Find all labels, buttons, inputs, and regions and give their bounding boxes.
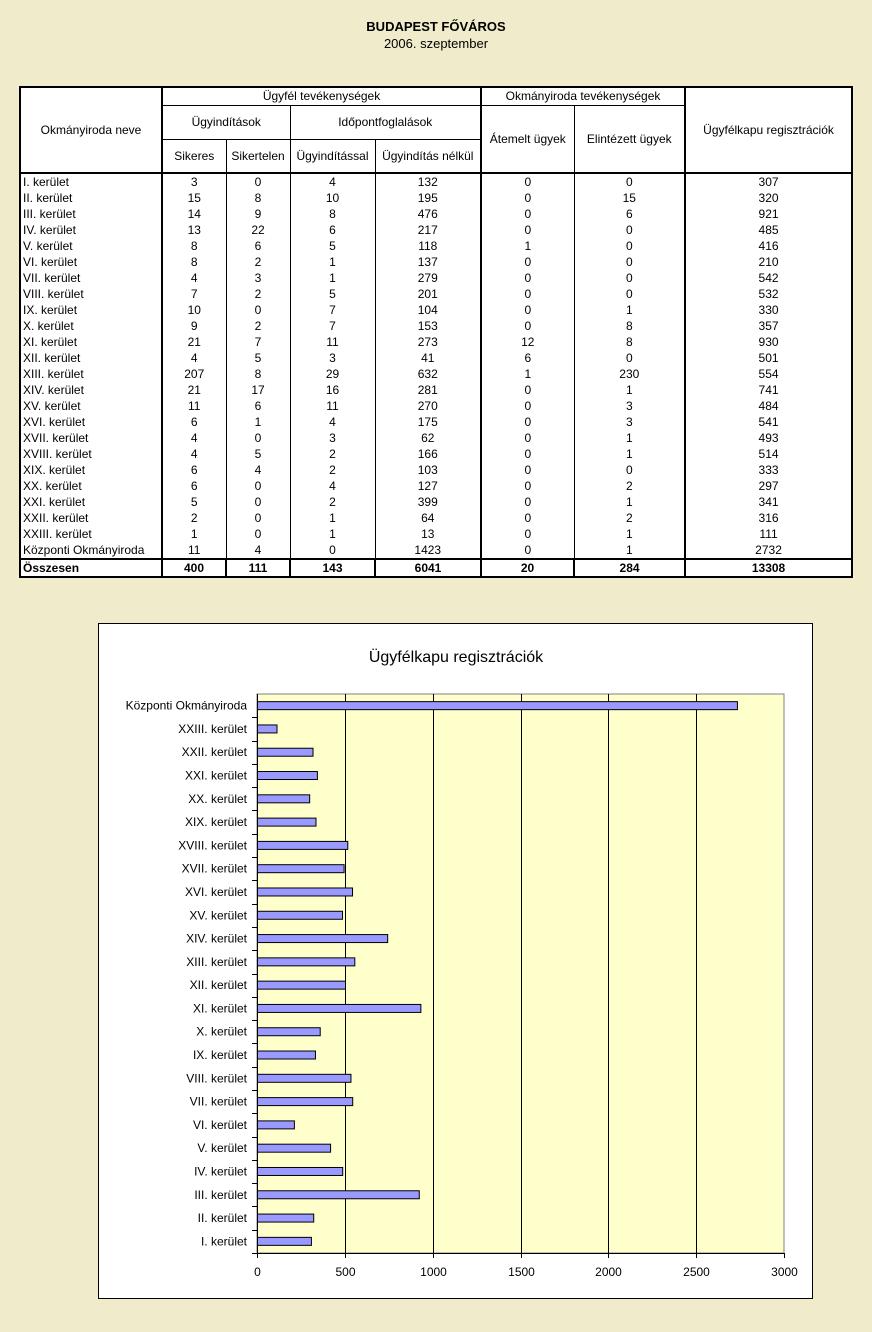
cell-with-init: 10: [290, 190, 375, 206]
cell-transferred: 0: [481, 382, 574, 398]
cell-completed: 6: [574, 206, 685, 222]
cell-with-init: 5: [290, 238, 375, 254]
cell-completed: 2: [574, 510, 685, 526]
cell-transferred: 0: [481, 478, 574, 494]
cell-success: 4: [162, 350, 226, 366]
cell-portal: 501: [685, 350, 852, 366]
cell-success: 15: [162, 190, 226, 206]
table-row: [20, 462, 852, 478]
cell-completed: 0: [574, 238, 685, 254]
cell-fail: 5: [226, 350, 290, 366]
cell-transferred: 6: [481, 350, 574, 366]
bar: [258, 935, 388, 943]
bar: [258, 1121, 295, 1129]
cell-success: 13: [162, 222, 226, 238]
cell-with-init: 3: [290, 350, 375, 366]
header-office-activities: Okmányiroda tevékenységek: [481, 87, 685, 105]
cell-transferred: 0: [481, 446, 574, 462]
cell-without-init: 279: [375, 270, 481, 286]
cell-name: VII. kerület: [20, 270, 162, 286]
x-tick-label: 3000: [771, 1265, 798, 1279]
bar-chart: [99, 624, 814, 1300]
cell-portal: 921: [685, 206, 852, 222]
header-success: Sikeres: [162, 139, 226, 173]
table-row: [20, 398, 852, 414]
cell-success: 8: [162, 238, 226, 254]
cell-fail: 0: [226, 526, 290, 542]
cell-completed: 0: [574, 173, 685, 190]
header-bookings: Időpontfoglalások: [290, 105, 481, 139]
y-category-label: XVII. kerület: [181, 861, 247, 876]
y-category-label: IX. kerület: [192, 1048, 247, 1063]
cell-transferred: 1: [481, 366, 574, 382]
table-row: [20, 222, 852, 238]
x-tick-label: 2500: [683, 1265, 710, 1279]
table-row: [20, 238, 852, 254]
cell-completed: 0: [574, 350, 685, 366]
cell-transferred: 0: [481, 462, 574, 478]
cell-transferred: 0: [481, 254, 574, 270]
cell-portal: 320: [685, 190, 852, 206]
cell-portal: 930: [685, 334, 852, 350]
header-completed: Elintézett ügyek: [574, 105, 685, 173]
y-category-label: X. kerület: [196, 1024, 247, 1039]
bar: [258, 911, 343, 919]
cell-completed: 3: [574, 398, 685, 414]
table-body: [20, 173, 852, 577]
table-row: [20, 446, 852, 462]
cell-success: 4: [162, 446, 226, 462]
bar: [258, 865, 345, 873]
cell-with-init: 29: [290, 366, 375, 382]
cell-fail: 2: [226, 254, 290, 270]
cell-with-init: 11: [290, 334, 375, 350]
cell-success: 9: [162, 318, 226, 334]
cell-with-init: 11: [290, 398, 375, 414]
cell-name: Központi Okmányiroda: [20, 542, 162, 559]
cell-name: XX. kerület: [20, 478, 162, 494]
cell-with-init: 16: [290, 382, 375, 398]
cell-fail: 17: [226, 382, 290, 398]
cell-portal: 741: [685, 382, 852, 398]
cell-without-init: 195: [375, 190, 481, 206]
cell-without-init: 13: [375, 526, 481, 542]
table-total-row: [20, 559, 852, 577]
cell-fail: 22: [226, 222, 290, 238]
table-row: [20, 526, 852, 542]
table-row: [20, 270, 852, 286]
table-row: [20, 318, 852, 334]
cell-portal: 416: [685, 238, 852, 254]
bar: [258, 1051, 316, 1059]
bar: [258, 1098, 353, 1106]
cell-with-init: 4: [290, 173, 375, 190]
cell-completed: 1: [574, 302, 685, 318]
cell-completed: 1: [574, 494, 685, 510]
cell-portal: 554: [685, 366, 852, 382]
table-row: [20, 206, 852, 222]
bar: [258, 1144, 331, 1152]
y-category-label: XX. kerület: [188, 791, 247, 806]
cell-success: 11: [162, 398, 226, 414]
x-tick-label: 1500: [508, 1265, 535, 1279]
cell-fail: 2: [226, 318, 290, 334]
cell-fail: 7: [226, 334, 290, 350]
cell-name: XV. kerület: [20, 398, 162, 414]
registrations-table: [19, 86, 853, 578]
cell-transferred: 0: [481, 190, 574, 206]
cell-without-init: 217: [375, 222, 481, 238]
table-row: [20, 286, 852, 302]
cell-name: VIII. kerület: [20, 286, 162, 302]
y-category-label: XIV. kerület: [186, 931, 247, 946]
cell-transferred: 0: [481, 510, 574, 526]
cell-without-init: 41: [375, 350, 481, 366]
cell-without-init: 273: [375, 334, 481, 350]
y-category-label: VIII. kerület: [186, 1071, 247, 1086]
page-title: BUDAPEST FŐVÁROS: [366, 19, 506, 34]
y-category-label: Központi Okmányiroda: [125, 698, 247, 713]
cell-without-init: 175: [375, 414, 481, 430]
cell-completed: 0: [574, 462, 685, 478]
cell-without-init: 201: [375, 286, 481, 302]
x-tick-label: 2000: [595, 1265, 622, 1279]
cell-transferred: 0: [481, 398, 574, 414]
cell-portal: 333: [685, 462, 852, 478]
cell-transferred: 0: [481, 206, 574, 222]
table-row: [20, 542, 852, 559]
bar: [258, 1167, 343, 1175]
total-cell-completed: 284: [574, 559, 685, 577]
cell-completed: 8: [574, 318, 685, 334]
chart-container: [98, 623, 813, 1299]
cell-success: 11: [162, 542, 226, 559]
cell-success: 6: [162, 478, 226, 494]
cell-fail: 8: [226, 366, 290, 382]
cell-name: II. kerület: [20, 190, 162, 206]
cell-with-init: 6: [290, 222, 375, 238]
cell-without-init: 476: [375, 206, 481, 222]
header-client-activities: Ügyfél tevékenységek: [162, 87, 481, 105]
cell-transferred: 0: [481, 270, 574, 286]
table-row: [20, 350, 852, 366]
cell-name: XXIII. kerület: [20, 526, 162, 542]
cell-with-init: 1: [290, 526, 375, 542]
cell-with-init: 2: [290, 446, 375, 462]
cell-completed: 1: [574, 526, 685, 542]
cell-transferred: 0: [481, 222, 574, 238]
cell-success: 7: [162, 286, 226, 302]
y-category-label: VI. kerület: [192, 1117, 247, 1132]
cell-name: XIII. kerület: [20, 366, 162, 382]
cell-name: X. kerület: [20, 318, 162, 334]
header-transferred: Átemelt ügyek: [481, 105, 574, 173]
bar: [258, 1214, 314, 1222]
y-category-label: I. kerület: [200, 1234, 247, 1249]
cell-completed: 0: [574, 222, 685, 238]
table-row: [20, 382, 852, 398]
cell-name: XXII. kerület: [20, 510, 162, 526]
cell-completed: 2: [574, 478, 685, 494]
cell-transferred: 0: [481, 542, 574, 559]
cell-with-init: 4: [290, 414, 375, 430]
cell-fail: 0: [226, 494, 290, 510]
cell-transferred: 0: [481, 430, 574, 446]
y-category-label: XXI. kerület: [184, 768, 247, 783]
bar: [258, 772, 318, 780]
bar: [258, 1237, 312, 1245]
cell-transferred: 12: [481, 334, 574, 350]
cell-portal: 210: [685, 254, 852, 270]
cell-with-init: 1: [290, 270, 375, 286]
bar: [258, 702, 738, 710]
cell-fail: 3: [226, 270, 290, 286]
y-category-label: XXII. kerület: [181, 745, 247, 760]
table-row: [20, 430, 852, 446]
cell-success: 4: [162, 430, 226, 446]
cell-with-init: 8: [290, 206, 375, 222]
cell-completed: 0: [574, 254, 685, 270]
cell-portal: 341: [685, 494, 852, 510]
bar: [258, 725, 277, 733]
cell-success: 21: [162, 334, 226, 350]
table-row: [20, 366, 852, 382]
cell-fail: 0: [226, 302, 290, 318]
cell-completed: 1: [574, 382, 685, 398]
cell-success: 3: [162, 173, 226, 190]
cell-portal: 514: [685, 446, 852, 462]
total-cell-success: 400: [162, 559, 226, 577]
cell-completed: 1: [574, 430, 685, 446]
cell-completed: 8: [574, 334, 685, 350]
y-category-label: XXIII. kerület: [178, 721, 247, 736]
cell-without-init: 137: [375, 254, 481, 270]
total-cell-portal: 13308: [685, 559, 852, 577]
cell-without-init: 270: [375, 398, 481, 414]
cell-completed: 3: [574, 414, 685, 430]
y-category-label: II. kerület: [197, 1211, 247, 1226]
y-category-label: XII. kerület: [189, 978, 247, 993]
cell-with-init: 2: [290, 462, 375, 478]
bar: [258, 1074, 351, 1082]
y-category-label: IV. kerület: [194, 1164, 247, 1179]
cell-with-init: 1: [290, 254, 375, 270]
bar: [258, 888, 353, 896]
cell-fail: 6: [226, 398, 290, 414]
cell-transferred: 0: [481, 302, 574, 318]
cell-name: XVIII. kerület: [20, 446, 162, 462]
cell-fail: 9: [226, 206, 290, 222]
cell-fail: 1: [226, 414, 290, 430]
cell-portal: 485: [685, 222, 852, 238]
cell-success: 6: [162, 414, 226, 430]
cell-completed: 0: [574, 286, 685, 302]
cell-completed: 230: [574, 366, 685, 382]
cell-success: 4: [162, 270, 226, 286]
cell-with-init: 7: [290, 318, 375, 334]
cell-success: 21: [162, 382, 226, 398]
cell-success: 5: [162, 494, 226, 510]
cell-without-init: 118: [375, 238, 481, 254]
bar: [258, 1004, 421, 1012]
bar: [258, 1191, 420, 1199]
y-category-label: XI. kerület: [192, 1001, 247, 1016]
x-tick-label: 500: [335, 1265, 356, 1279]
cell-without-init: 127: [375, 478, 481, 494]
cell-portal: 316: [685, 510, 852, 526]
cell-portal: 532: [685, 286, 852, 302]
cell-portal: 2732: [685, 542, 852, 559]
cell-fail: 8: [226, 190, 290, 206]
cell-portal: 307: [685, 173, 852, 190]
cell-name: VI. kerület: [20, 254, 162, 270]
header-portal-registrations: Ügyfélkapu regisztrációk: [685, 87, 852, 173]
header-fail: Sikertelen: [226, 139, 290, 173]
total-cell-fail: 111: [226, 559, 290, 577]
cell-fail: 2: [226, 286, 290, 302]
cell-fail: 5: [226, 446, 290, 462]
cell-without-init: 64: [375, 510, 481, 526]
cell-with-init: 5: [290, 286, 375, 302]
table-row: [20, 334, 852, 350]
cell-with-init: 0: [290, 542, 375, 559]
cell-success: 207: [162, 366, 226, 382]
cell-success: 1: [162, 526, 226, 542]
cell-transferred: 0: [481, 414, 574, 430]
cell-fail: 6: [226, 238, 290, 254]
cell-transferred: 0: [481, 494, 574, 510]
cell-without-init: 104: [375, 302, 481, 318]
cell-with-init: 3: [290, 430, 375, 446]
bar: [258, 818, 316, 826]
cell-name: V. kerület: [20, 238, 162, 254]
cell-with-init: 4: [290, 478, 375, 494]
bar: [258, 748, 314, 756]
cell-completed: 1: [574, 542, 685, 559]
cell-name: XI. kerület: [20, 334, 162, 350]
cell-transferred: 0: [481, 286, 574, 302]
cell-name: XXI. kerület: [20, 494, 162, 510]
table-row: [20, 254, 852, 270]
cell-portal: 111: [685, 526, 852, 542]
cell-success: 10: [162, 302, 226, 318]
cell-portal: 493: [685, 430, 852, 446]
cell-fail: 0: [226, 510, 290, 526]
y-category-label: V. kerület: [197, 1141, 247, 1156]
bar: [258, 1028, 321, 1036]
page-subtitle: 2006. szeptember: [383, 36, 489, 51]
table-row: [20, 478, 852, 494]
header-without-init: Ügyindítás nélkül: [375, 139, 481, 173]
cell-completed: 1: [574, 446, 685, 462]
cell-without-init: 62: [375, 430, 481, 446]
cell-success: 6: [162, 462, 226, 478]
total-cell-transferred: 20: [481, 559, 574, 577]
cell-portal: 484: [685, 398, 852, 414]
chart-title: Ügyfélkapu regisztrációk: [368, 649, 544, 666]
cell-success: 2: [162, 510, 226, 526]
y-category-label: VII. kerület: [189, 1094, 247, 1109]
y-category-label: XIX. kerület: [184, 815, 247, 830]
cell-fail: 0: [226, 173, 290, 190]
total-cell-without-init: 6041: [375, 559, 481, 577]
cell-transferred: 1: [481, 238, 574, 254]
cell-with-init: 2: [290, 494, 375, 510]
table-row: [20, 494, 852, 510]
cell-name: III. kerület: [20, 206, 162, 222]
cell-name: IV. kerület: [20, 222, 162, 238]
cell-transferred: 0: [481, 173, 574, 190]
total-cell-name: Összesen: [20, 559, 162, 577]
cell-transferred: 0: [481, 526, 574, 542]
cell-name: XIV. kerület: [20, 382, 162, 398]
table-row: [20, 302, 852, 318]
cell-without-init: 166: [375, 446, 481, 462]
cell-name: XVI. kerület: [20, 414, 162, 430]
cell-fail: 0: [226, 478, 290, 494]
bar: [258, 841, 348, 849]
cell-portal: 542: [685, 270, 852, 286]
cell-name: XIX. kerület: [20, 462, 162, 478]
total-cell-with-init: 143: [290, 559, 375, 577]
cell-portal: 357: [685, 318, 852, 334]
cell-without-init: 281: [375, 382, 481, 398]
cell-success: 8: [162, 254, 226, 270]
x-tick-label: 0: [254, 1265, 261, 1279]
cell-fail: 0: [226, 430, 290, 446]
bar: [258, 795, 310, 803]
cell-portal: 297: [685, 478, 852, 494]
cell-completed: 0: [574, 270, 685, 286]
cell-name: I. kerület: [20, 173, 162, 190]
table-row: [20, 414, 852, 430]
header-initiations: Ügyindítások: [162, 105, 290, 139]
cell-without-init: 632: [375, 366, 481, 382]
cell-with-init: 7: [290, 302, 375, 318]
cell-fail: 4: [226, 542, 290, 559]
cell-without-init: 1423: [375, 542, 481, 559]
cell-with-init: 1: [290, 510, 375, 526]
bar: [258, 958, 355, 966]
header-with-init: Ügyindítással: [290, 139, 375, 173]
bar: [258, 981, 346, 989]
y-category-label: XVIII. kerület: [178, 838, 247, 853]
table-row: [20, 190, 852, 206]
cell-name: XII. kerület: [20, 350, 162, 366]
cell-without-init: 399: [375, 494, 481, 510]
table-row: [20, 173, 852, 190]
cell-completed: 15: [574, 190, 685, 206]
header-office-name: Okmányiroda neve: [20, 87, 162, 173]
table-row: [20, 510, 852, 526]
cell-fail: 4: [226, 462, 290, 478]
y-category-label: XVI. kerület: [184, 884, 247, 899]
y-category-label: III. kerület: [194, 1187, 247, 1202]
cell-name: IX. kerület: [20, 302, 162, 318]
cell-without-init: 153: [375, 318, 481, 334]
cell-success: 14: [162, 206, 226, 222]
x-tick-label: 1000: [420, 1265, 447, 1279]
cell-portal: 541: [685, 414, 852, 430]
cell-without-init: 132: [375, 173, 481, 190]
cell-without-init: 103: [375, 462, 481, 478]
y-category-label: XV. kerület: [189, 908, 247, 923]
cell-name: XVII. kerület: [20, 430, 162, 446]
y-category-label: XIII. kerület: [186, 954, 247, 969]
cell-portal: 330: [685, 302, 852, 318]
cell-transferred: 0: [481, 318, 574, 334]
